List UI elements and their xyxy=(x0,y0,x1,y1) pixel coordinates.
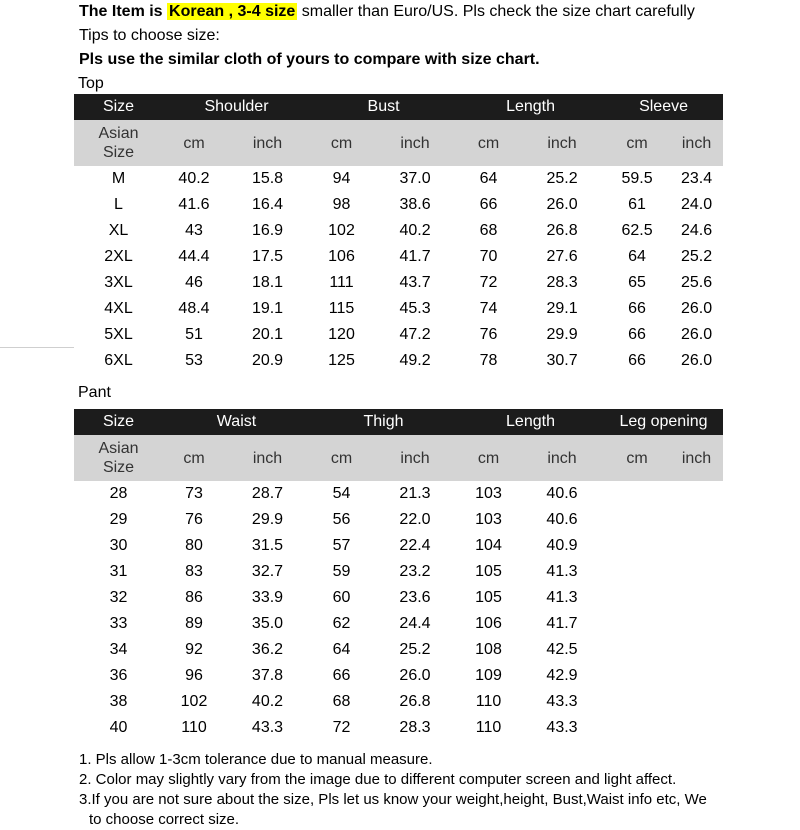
table-cell: 40.2 xyxy=(251,693,284,710)
top-section-label: Top xyxy=(78,75,104,92)
table-cell: 38 xyxy=(109,693,128,710)
table-cell: 86 xyxy=(185,589,203,606)
table-cell: 28.3 xyxy=(399,719,431,736)
table-cell: 43 xyxy=(185,222,203,239)
table-cell: 33 xyxy=(109,615,128,632)
table-cell: 47.2 xyxy=(399,326,431,343)
table-cell: 68 xyxy=(332,693,351,710)
table-cell: 66 xyxy=(628,300,646,317)
table-cell: 22.0 xyxy=(399,511,431,528)
table-cell: 43.7 xyxy=(399,274,431,291)
table-cell: 60 xyxy=(332,589,351,606)
table-cell: 46 xyxy=(185,274,203,291)
table-cell: 65 xyxy=(628,274,646,291)
table-cell: 31.5 xyxy=(251,537,284,554)
table-cell: 102 xyxy=(180,693,208,710)
size-column-header: Size xyxy=(74,94,163,120)
table-cell: 40.2 xyxy=(178,170,210,187)
pant-section-label: Pant xyxy=(78,384,111,401)
table-cell: 20.1 xyxy=(251,326,284,343)
korean-size-highlight: Korean , 3-4 size xyxy=(169,3,296,20)
unit-inch: inch xyxy=(225,120,310,166)
table-row xyxy=(74,296,723,322)
note-tolerance: 1. Pls allow 1-3cm tolerance due to manual measure. xyxy=(79,751,433,768)
table-cell xyxy=(670,715,723,741)
notice-prefix: The Item is xyxy=(79,3,163,20)
table-cell: 43.3 xyxy=(546,693,578,710)
table-cell: 62 xyxy=(332,615,351,632)
table-cell: 102 xyxy=(328,222,355,239)
table-cell xyxy=(670,637,723,663)
table-cell: 5XL xyxy=(104,326,133,343)
table-cell: 26.0 xyxy=(546,196,578,213)
unit-cm: cm xyxy=(457,120,520,166)
table-cell: 106 xyxy=(328,248,355,265)
table-cell: 66 xyxy=(628,352,646,369)
table-cell xyxy=(604,715,670,741)
table-cell: 20.9 xyxy=(251,352,284,369)
unit-cm: cm xyxy=(310,120,373,166)
table-cell: 41.7 xyxy=(546,615,578,632)
size-column-header: Size xyxy=(74,409,163,435)
table-cell: 38.6 xyxy=(399,196,431,213)
unit-cm: cm xyxy=(163,120,225,166)
asian-size-label: Asian Size xyxy=(74,120,163,166)
top-unit-row xyxy=(74,120,723,166)
table-row xyxy=(74,348,723,374)
table-cell: 42.9 xyxy=(546,667,578,684)
table-cell: 41.7 xyxy=(399,248,431,265)
table-cell: 26.0 xyxy=(680,352,713,369)
waist-column-header: Waist xyxy=(163,409,310,435)
pant-header-row xyxy=(74,409,723,435)
table-row xyxy=(74,611,723,637)
table-cell: 125 xyxy=(328,352,355,369)
table-cell xyxy=(604,559,670,585)
table-cell xyxy=(604,585,670,611)
table-cell xyxy=(604,637,670,663)
table-cell: 49.2 xyxy=(399,352,431,369)
tips-heading: Tips to choose size: xyxy=(79,27,220,44)
unit-inch: inch xyxy=(670,120,723,166)
table-cell: L xyxy=(114,196,123,213)
table-cell: 43.3 xyxy=(251,719,284,736)
unit-cm: cm xyxy=(604,435,670,481)
shoulder-column-header: Shoulder xyxy=(163,94,310,120)
table-cell: 29.9 xyxy=(546,326,578,343)
table-cell: 36.2 xyxy=(251,641,284,658)
table-cell: 40.2 xyxy=(399,222,431,239)
unit-cm: cm xyxy=(310,435,373,481)
table-cell: 26.0 xyxy=(399,667,431,684)
unit-inch: inch xyxy=(373,120,457,166)
table-cell: 70 xyxy=(479,248,498,265)
table-cell xyxy=(604,533,670,559)
table-cell: 22.4 xyxy=(399,537,431,554)
table-cell: 25.6 xyxy=(680,274,713,291)
table-cell: 24.0 xyxy=(680,196,713,213)
table-cell: 59 xyxy=(332,563,351,580)
table-cell: 45.3 xyxy=(399,300,431,317)
table-row xyxy=(74,192,723,218)
note-color: 2. Color may slightly vary from the image due to different computer screen and light affect. xyxy=(79,771,677,788)
table-cell: 76 xyxy=(479,326,498,343)
table-cell xyxy=(670,559,723,585)
table-cell: 29.1 xyxy=(546,300,578,317)
item-size-notice xyxy=(79,3,695,21)
left-divider xyxy=(0,347,74,348)
table-cell: 103 xyxy=(475,511,502,528)
table-cell: 29 xyxy=(109,511,128,528)
table-row xyxy=(74,507,723,533)
table-cell: 26.0 xyxy=(680,300,713,317)
table-cell xyxy=(670,611,723,637)
table-cell: 120 xyxy=(328,326,355,343)
table-cell: XL xyxy=(108,222,129,239)
size-notes xyxy=(79,750,769,830)
unit-cm: cm xyxy=(604,120,670,166)
table-cell: 30.7 xyxy=(546,352,578,369)
table-cell: 110 xyxy=(475,719,502,736)
table-cell: 64 xyxy=(479,170,498,187)
table-cell: 40 xyxy=(109,719,128,736)
table-cell: 34 xyxy=(109,641,128,658)
unit-inch: inch xyxy=(373,435,457,481)
table-cell: 64 xyxy=(332,641,351,658)
table-cell: 18.1 xyxy=(251,274,284,291)
table-cell: 25.2 xyxy=(680,248,713,265)
table-cell: 104 xyxy=(475,537,502,554)
table-cell: 66 xyxy=(628,326,646,343)
table-cell: 66 xyxy=(332,667,351,684)
table-cell: 6XL xyxy=(104,352,133,369)
table-cell: 72 xyxy=(479,274,498,291)
pant-size-table xyxy=(74,409,723,741)
sleeve-column-header: Sleeve xyxy=(604,94,723,120)
table-cell: 96 xyxy=(185,667,203,684)
table-cell: 41.3 xyxy=(546,589,578,606)
unit-inch: inch xyxy=(520,120,604,166)
table-row xyxy=(74,689,723,715)
compare-instruction: Pls use the similar cloth of yours to compare with size chart. xyxy=(79,51,540,68)
unit-cm: cm xyxy=(457,435,520,481)
table-cell: 109 xyxy=(475,667,502,684)
table-cell: 40.6 xyxy=(546,511,578,528)
table-cell: 32.7 xyxy=(251,563,284,580)
table-cell: 37.8 xyxy=(251,667,284,684)
unit-inch: inch xyxy=(670,435,723,481)
table-cell: 26.8 xyxy=(546,222,578,239)
length-column-header: Length xyxy=(457,409,604,435)
pant-table-body xyxy=(74,481,723,741)
table-cell: 115 xyxy=(328,300,355,317)
table-cell: 92 xyxy=(185,641,203,658)
table-cell: 54 xyxy=(332,485,351,502)
table-cell: 26.0 xyxy=(680,326,713,343)
table-cell: 51 xyxy=(185,326,203,343)
unit-inch: inch xyxy=(225,435,310,481)
table-row xyxy=(74,585,723,611)
note-contact-continued: to choose correct size. xyxy=(89,811,240,828)
table-cell: 110 xyxy=(181,719,207,736)
table-cell: 57 xyxy=(332,537,351,554)
table-cell: 4XL xyxy=(104,300,133,317)
table-cell: 68 xyxy=(479,222,498,239)
table-row xyxy=(74,218,723,244)
top-table-body xyxy=(74,166,723,374)
table-cell xyxy=(670,663,723,689)
thigh-column-header: Thigh xyxy=(310,409,457,435)
table-cell: 41.6 xyxy=(178,196,210,213)
table-cell: 23.6 xyxy=(399,589,431,606)
unit-cm: cm xyxy=(163,435,225,481)
leg-opening-column-header: Leg opening xyxy=(604,409,723,435)
table-cell: 28 xyxy=(109,485,128,502)
table-cell: 17.5 xyxy=(251,248,284,265)
table-cell xyxy=(670,507,723,533)
table-cell: 40.6 xyxy=(546,485,578,502)
table-cell: 35.0 xyxy=(251,615,284,632)
table-cell: 89 xyxy=(185,615,203,632)
table-cell: 94 xyxy=(332,170,351,187)
table-cell xyxy=(604,507,670,533)
table-cell: 30 xyxy=(109,537,128,554)
table-cell: 37.0 xyxy=(399,170,431,187)
table-cell: 78 xyxy=(479,352,498,369)
table-cell: 74 xyxy=(479,300,498,317)
table-row xyxy=(74,637,723,663)
table-cell: 33.9 xyxy=(251,589,284,606)
table-cell: 62.5 xyxy=(621,222,653,239)
table-cell: 19.1 xyxy=(251,300,284,317)
table-cell: 27.6 xyxy=(546,248,578,265)
table-row xyxy=(74,715,723,741)
note-contact: 3.If you are not sure about the size, Pls let us know your weight,height, Bust,Waist info etc, We xyxy=(79,791,707,808)
top-header-row xyxy=(74,94,723,120)
table-cell: 23.2 xyxy=(399,563,431,580)
table-cell xyxy=(604,689,670,715)
bust-column-header: Bust xyxy=(310,94,457,120)
table-cell xyxy=(604,481,670,507)
length-column-header: Length xyxy=(457,94,604,120)
table-cell: 23.4 xyxy=(680,170,713,187)
table-cell: 64 xyxy=(628,248,646,265)
table-cell: 56 xyxy=(332,511,351,528)
table-cell: 44.4 xyxy=(178,248,210,265)
table-cell: 3XL xyxy=(104,274,133,291)
table-cell: 80 xyxy=(185,537,203,554)
table-cell: 24.4 xyxy=(399,615,431,632)
table-cell: 111 xyxy=(329,274,354,291)
table-cell: 48.4 xyxy=(178,300,210,317)
table-row xyxy=(74,559,723,585)
table-cell: 31 xyxy=(109,563,128,580)
asian-size-label: Asian Size xyxy=(74,435,163,481)
table-cell: 53 xyxy=(185,352,203,369)
table-cell: 25.2 xyxy=(399,641,431,658)
table-row xyxy=(74,481,723,507)
table-cell: M xyxy=(111,170,126,187)
table-cell: 41.3 xyxy=(546,563,578,580)
table-cell: 15.8 xyxy=(251,170,284,187)
table-cell: 66 xyxy=(479,196,498,213)
table-row xyxy=(74,270,723,296)
table-row xyxy=(74,166,723,192)
table-cell: 29.9 xyxy=(251,511,284,528)
table-row xyxy=(74,533,723,559)
table-cell: 24.6 xyxy=(680,222,713,239)
table-cell xyxy=(670,533,723,559)
table-cell: 61 xyxy=(628,196,646,213)
table-cell: 26.8 xyxy=(399,693,431,710)
table-row xyxy=(74,322,723,348)
table-cell: 110 xyxy=(475,693,502,710)
table-cell: 25.2 xyxy=(546,170,578,187)
table-cell: 83 xyxy=(185,563,203,580)
table-cell xyxy=(604,663,670,689)
table-cell xyxy=(670,585,723,611)
pant-unit-row xyxy=(74,435,723,481)
table-cell: 98 xyxy=(332,196,351,213)
table-cell: 43.3 xyxy=(546,719,578,736)
table-cell: 106 xyxy=(475,615,502,632)
table-cell: 103 xyxy=(475,485,502,502)
table-cell: 108 xyxy=(475,641,502,658)
top-size-table xyxy=(74,94,723,374)
table-cell: 36 xyxy=(109,667,128,684)
table-cell: 32 xyxy=(109,589,128,606)
table-cell: 72 xyxy=(332,719,351,736)
table-cell: 28.7 xyxy=(251,485,284,502)
table-cell xyxy=(604,611,670,637)
table-cell: 42.5 xyxy=(546,641,578,658)
table-cell: 21.3 xyxy=(399,485,431,502)
unit-inch: inch xyxy=(520,435,604,481)
table-cell: 59.5 xyxy=(621,170,653,187)
table-row xyxy=(74,663,723,689)
table-cell: 76 xyxy=(185,511,203,528)
table-cell: 2XL xyxy=(104,248,133,265)
table-cell: 105 xyxy=(475,563,502,580)
table-cell: 16.4 xyxy=(251,196,284,213)
table-cell: 28.3 xyxy=(546,274,578,291)
table-cell xyxy=(670,689,723,715)
table-cell: 40.9 xyxy=(546,537,578,554)
notice-suffix: smaller than Euro/US. Pls check the size chart carefully xyxy=(301,3,695,20)
table-cell: 73 xyxy=(185,485,203,502)
table-cell xyxy=(670,481,723,507)
table-row xyxy=(74,244,723,270)
table-cell: 16.9 xyxy=(251,222,284,239)
table-cell: 105 xyxy=(475,589,502,606)
